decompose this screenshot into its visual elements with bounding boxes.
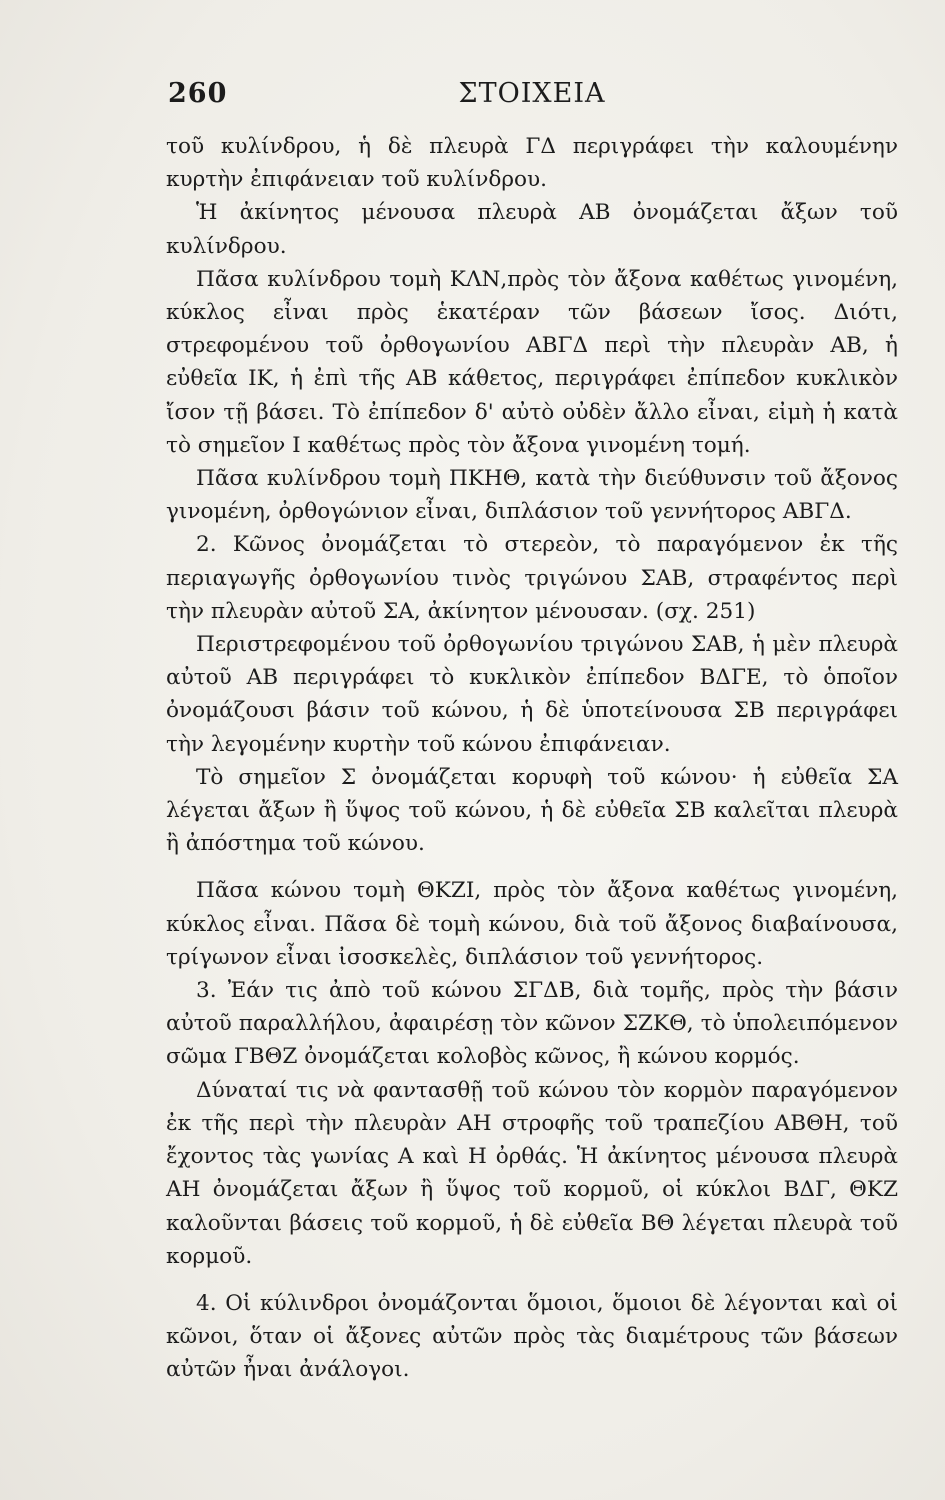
page-header — [168, 78, 896, 118]
paragraph: 3. Ἐάν τις ἀπὸ τοῦ κώνου ΣΓΔΒ, διὰ τομῆς, πρὸς τὴν βάσιν αὐτοῦ παραλλήλου, ἀφαιρέσῃ τὸν κῶνον ΣΖΚΘ, τὸ ὑπολειπόμενον σῶμα ΓΒΘΖ ὀνομάζεται κολοβὸς κῶνος, ἢ κώνου κορμός. — [166, 978, 898, 1070]
paragraph: Ἡ ἀκίνητος μένουσα πλευρὰ ΑΒ ὀνομάζεται ἄξων τοῦ κυλίνδρου. — [166, 200, 898, 259]
paragraph: Πᾶσα κυλίνδρου τομὴ ΚΛΝ,πρὸς τὸν ἄξονα καθέτως γινομένη, κύκλος εἶναι πρὸς ἑκατέραν τῶν βάσεων ἴσος. Διότι, στρεφομένου τοῦ ὀρθογωνίου ΑΒΓΔ περὶ τὴν πλευρὰν ΑΒ, ἡ εὐθεῖα ΙΚ, ἡ ἐπὶ τῆς ΑΒ κάθετος, περιγράφει ἐπίπεδον κυκλικὸν ἴσον τῇ βάσει. Τὸ ἐπίπεδον δ' αὐτὸ οὐδὲν ἄλλο εἶναι, εἰμὴ ἡ κατὰ τὸ σημεῖον Ι καθέτως πρὸς τὸν ἄξονα γινομένη τομή. — [166, 266, 898, 458]
paragraph: 2. Κῶνος ὀνομάζεται τὸ στερεὸν, τὸ παραγόμενον ἐκ τῆς περιαγωγῆς ὀρθογωνίου τινὸς τριγώνου ΣΑΒ, στραφέντος περὶ τὴν πλευρὰν αὐτοῦ ΣΑ, ἀκίνητον μένουσαν. (σχ. 251) — [166, 532, 898, 624]
paragraph: 4. Οἱ κύλινδροι ὀνομάζονται ὅμοιοι, ὅμοιοι δὲ λέγονται καὶ οἱ κῶνοι, ὅταν οἱ ἄξονες αὐτῶν πρὸς τὰς διαμέτρους τῶν βάσεων αὐτῶν ἦναι ἀνάλογοι. — [166, 1290, 898, 1383]
paragraph: Τὸ σημεῖον Σ ὀνομάζεται κορυφὴ τοῦ κώνου· ἡ εὐθεῖα ΣΑ λέγεται ἄξων ἢ ὕψος τοῦ κώνου, ἡ δὲ εὐθεῖα ΣΒ καλεῖται πλευρὰ ἢ ἀπόστημα τοῦ κώνου. — [166, 764, 898, 857]
paragraph: τοῦ κυλίνδρου, ἡ δὲ πλευρὰ ΓΔ περιγράφει τὴν καλουμένην κυρτὴν ἐπιφάνειαν τοῦ κυλίνδρου. — [166, 134, 898, 193]
paragraph: Πᾶσα κώνου τομὴ ΘΚΖΙ, πρὸς τὸν ἄξονα καθέτως γινομένη, κύκλος εἶναι. Πᾶσα δὲ τομὴ κώνου, διὰ τοῦ ἄξονος διαβαίνουσα, τρίγωνον εἶναι ἰσοσκελὲς, διπλάσιον τοῦ γεννήτορος. — [166, 878, 898, 970]
paragraph: Πᾶσα κυλίνδρου τομὴ ΠΚΗΘ, κατὰ τὴν διεύθυνσιν τοῦ ἄξονος γινομένη, ὀρθογώνιον εἶναι, διπλάσιον τοῦ γεννήτορος ΑΒΓΔ. — [166, 466, 898, 525]
page-number: 260 — [168, 78, 228, 109]
running-title: ΣΤΟΙΧΕΙΑ — [458, 78, 606, 109]
paragraph: Περιστρεφομένου τοῦ ὀρθογωνίου τριγώνου ΣΑΒ, ἡ μὲν πλευρὰ αὐτοῦ ΑΒ περιγράφει τὸ κυκλικὸν ἐπίπεδον ΒΔΓΕ, τὸ ὁποῖον ὀνομάζουσι βάσιν τοῦ κώνου, ἡ δὲ ὑποτείνουσα ΣΒ περιγράφει τὴν λεγομένην κυρτὴν τοῦ κώνου ἐπιφάνειαν. — [166, 632, 898, 757]
paragraph: Δύναταί τις νὰ φαντασθῇ τοῦ κώνου τὸν κορμὸν παραγόμενον ἐκ τῆς περὶ τὴν πλευρὰν ΑΗ στροφῆς τοῦ τραπεζίου ΑΒΘΗ, τοῦ ἔχοντος τὰς γωνίας Α καὶ Η ὀρθάς. Ἡ ἀκίνητος μένουσα πλευρὰ ΑΗ ὀνομάζεται ἄξων ἢ ὕψος τοῦ κορμοῦ, οἱ κύκλοι ΒΔΓ, ΘΚΖ καλοῦνται βάσεις τοῦ κορμοῦ, ἡ δὲ εὐθεῖα ΒΘ λέγεται πλευρὰ τοῦ κορμοῦ. — [166, 1077, 898, 1269]
body-text — [166, 130, 898, 1387]
